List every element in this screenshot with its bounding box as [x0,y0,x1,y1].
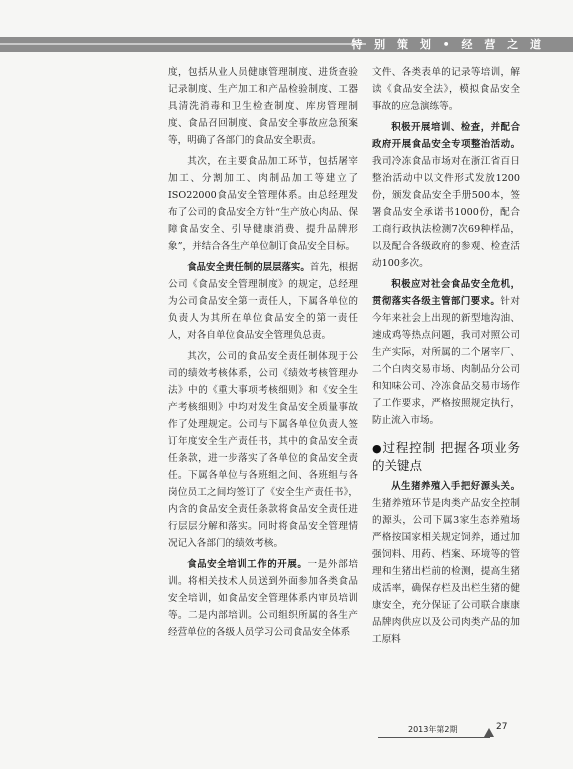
paragraph-heading: 食品安全责任制的层层落实。 [187,262,310,273]
issue-label: 2013年第2期 [408,725,458,734]
paragraph-heading: 从生猪养殖入手把好源头关。 [391,481,520,492]
paragraph [168,259,358,344]
paragraph [168,556,358,641]
section-header-bar [0,37,573,52]
paragraph-text: 我司冷冻食品市场对在浙江省百日整治活动中以文件形式发放1200份，颁发食品安全手册500本，签署食品安全承诺书1000份，配合工商行政执法检测7次69种样品，以及配合各级政府的参观、检查活动100多次。 [372,156,520,269]
paragraph: 度，包括从业人员健康管理制度、进货查验记录制度、生产加工和产品检验制度、工器具清洗消毒和卫生检查制度、库房管理制度、食品召回制度、食品安全事故应急预案等，明确了各部门的食品安全职责。 [168,67,358,146]
paragraph [372,276,520,429]
right-column [372,64,520,648]
paragraph-text: 生猪养殖环节是肉类产品安全控制的源头，公司下属3家生态养殖场严格按国家相关规定饲养，通过加强饲料、用药、档案、环境等的管理和生猪出栏前的检测，提高生猪成活率，确保存栏及出栏生猪的健康安全，充分保证了公司联合康康品牌肉供应以及公司肉类产品的加工原料 [372,498,520,645]
paragraph-text: 一是外部培训。将相关技术人员送到外面参加各类食品安全培训，如食品安全管理体系内审员培训等。二是内部培训。公司组织所属的各生产经营单位的各级人员学习公司食品安全体系 [168,559,358,638]
bullet-icon: ● [372,442,383,455]
paragraph: 其次，公司的食品安全责任制体现于公司的绩效考核体系，公司《绩效考核管理办法》中的《重大事项考核细则》和《安全生产考核细则》中均对发生食品安全质量事故作了处理规定。公司与下属各单位负责人签订年度安全生产责任书，其中的食品安全责任条款，进一步落实了各单位的食品安全责任。下属各单位与各班组之间、各班组与各岗位员工之间均签订了《安全生产责任书》，内含的食品安全责任条款将食品安全责任进行层层分解和落实。同时将食品安全管理情况记入各部门的绩效考核。 [168,351,358,549]
paragraph-text: 针对今年来社会上出现的新型地沟油、速成鸡等热点问题，我司对照公司生产实际，对所属的二个屠宰厂、二个白肉交易市场、肉制品分公司和知味公司、冷冻食品交易市场作了工作要求，严格按照规定执行，防止流入市场。 [372,296,520,426]
section-heading [372,439,520,474]
footer-rule [378,737,490,738]
section-heading-text: 过程控制 把握各项业务的关键点 [372,440,520,473]
paragraph-heading: 积极应对社会食品安全危机，贯彻落实各级主管部门要求。 [372,279,520,307]
paragraph-heading: 积极开展培训、检查，并配合政府开展食品安全专项整治活动。 [372,122,520,150]
paragraph: 其次，在主要食品加工环节，包括屠宰加工、分割加工、肉制品加工等建立了ISO22000食品安全管理体系。由总经理发布了公司的食品安全方针“生产放心肉品、保障食品安全、引导健康消费、提升品牌形象”，并结合各生产单位制订食品安全目标。 [168,156,358,252]
paragraph [372,478,520,648]
left-column [168,64,358,641]
section-title: 特 别 策 划 • 经 营 之 道 [351,38,545,51]
paragraph [372,119,520,272]
paragraph-text: 首先，根据公司《食品安全管理制度》的规定，总经理为公司食品安全第一责任人，下属各单位的负责人为其所在单位食品安全的第一责任人，对各自单位食品安全管理负总责。 [168,262,358,341]
page-number: 27 [496,722,508,732]
paragraph-heading: 食品安全培训工作的开展。 [187,559,308,570]
footer-triangle [484,728,494,737]
header-stripe [0,43,366,45]
paragraph: 文件、各类表单的记录等培训，解读《食品安全法》，模拟食品安全事故的应急演练等。 [372,67,520,112]
